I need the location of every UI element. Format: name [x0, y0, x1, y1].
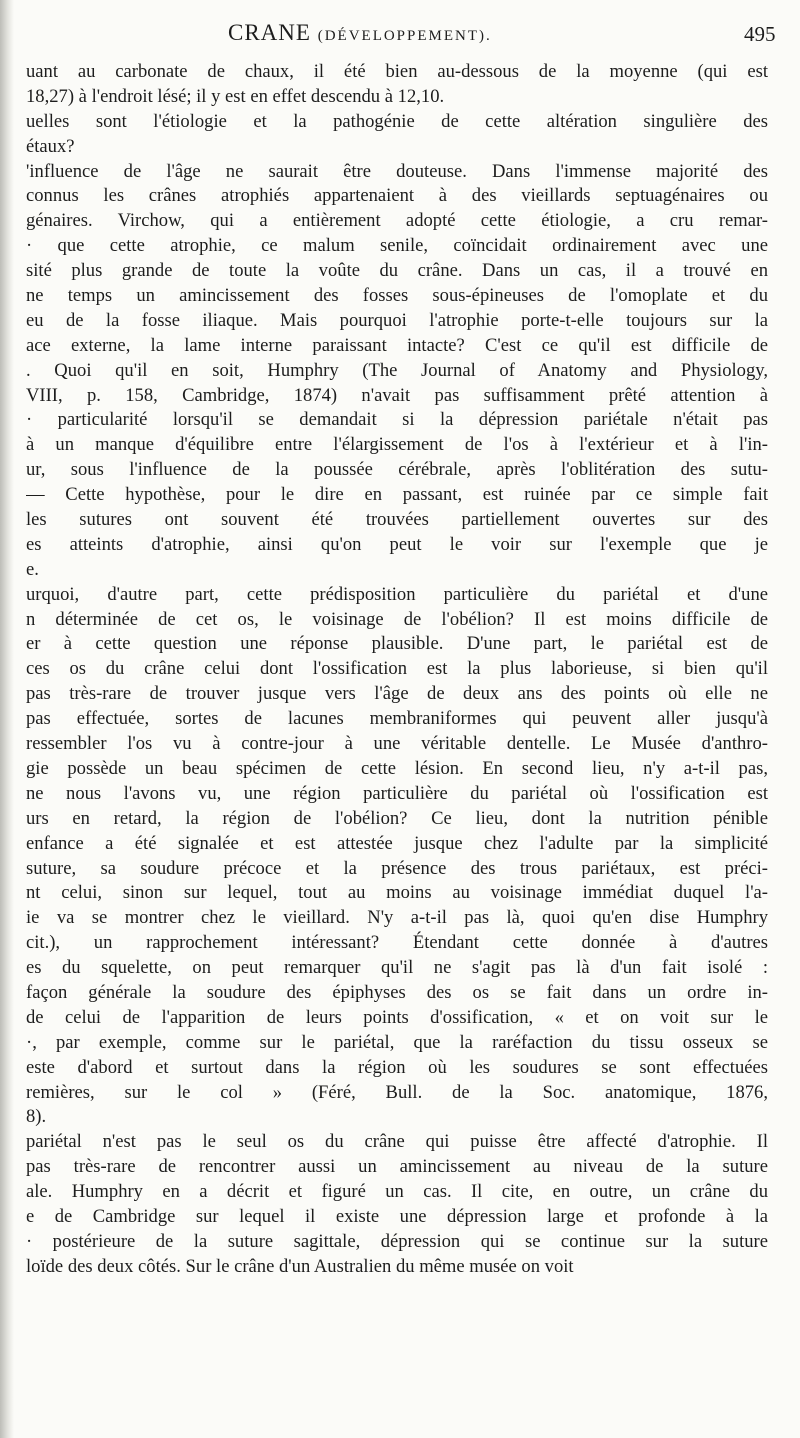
- text-line: urquoi, d'autre part, cette prédisposition particulière du pariétal et d'une: [26, 583, 768, 605]
- text-line: façon générale la soudure des épiphyses des os se fait dans un ordre in-: [26, 981, 768, 1003]
- text-line: étaux?: [26, 135, 75, 157]
- text-line: . Quoi qu'il en soit, Humphry (The Journal of Anatomy and Physiology,: [26, 359, 768, 381]
- text-line: ces os du crâne celui dont l'ossification est la plus laborieuse, si bien qu'il: [26, 658, 768, 680]
- text-line: loïde des deux côtés. Sur le crâne d'un Australien du même musée on voit: [26, 1255, 574, 1277]
- text-line: à un manque d'équilibre entre l'élargissement de l'os à l'extérieur et à l'in-: [26, 434, 768, 456]
- text-line: gie possède un beau spécimen de cette lésion. En second lieu, n'y a-t-il pas,: [26, 757, 768, 779]
- text-line: nt celui, sinon sur lequel, tout au moins au voisinage immédiat duquel l'a-: [26, 882, 768, 904]
- text-line: sité plus grande de toute la voûte du crâne. Dans un cas, il a trouvé en: [26, 260, 768, 282]
- text-line: ur, sous l'influence de la poussée cérébrale, après l'oblitération des sutu-: [26, 459, 768, 481]
- binding-edge: [0, 0, 14, 1438]
- text-line: pas très-rare de trouver jusque vers l'âge de deux ans des points où elle ne: [26, 683, 768, 705]
- running-title-subtitle: (DÉVELOPPEMENT).: [317, 28, 492, 44]
- text-line: pas très-rare de rencontrer aussi un amincissement au niveau de la suture: [26, 1156, 768, 1178]
- text-line: génaires. Virchow, qui a entièrement adopté cette étiologie, a cru remar-: [26, 210, 768, 232]
- text-line: remières, sur le col » (Féré, Bull. de la Soc. anatomique, 1876,: [26, 1081, 768, 1103]
- text-line: ne nous l'avons vu, une région particulière du pariétal où l'ossification est: [26, 782, 768, 804]
- text-line: es du squelette, on peut remarquer qu'il ne s'agit pas là d'un fait isolé :: [26, 957, 768, 979]
- text-line: ale. Humphry en a décrit et figuré un cas. Il cite, en outre, un crâne du: [26, 1181, 768, 1203]
- text-line: pas effectuée, sortes de lacunes membraniformes qui peuvent aller jusqu'à: [26, 708, 768, 730]
- text-line: este d'abord et surtout dans la région où les soudures se sont effectuées: [26, 1056, 768, 1078]
- text-line: uelles sont l'étiologie et la pathogénie de cette altération singulière des: [26, 110, 768, 132]
- text-line: ne temps un amincissement des fosses sous-épineuses de l'omoplate et du: [26, 285, 768, 307]
- page-header: [0, 14, 800, 54]
- text-line: · particularité lorsqu'il se demandait si la dépression pariétale n'était pas: [26, 409, 768, 431]
- text-line: de celui de l'apparition de leurs points d'ossification, « et on voit sur le: [26, 1006, 768, 1028]
- text-line: — Cette hypothèse, pour le dire en passant, est ruinée par ce simple fait: [26, 484, 768, 506]
- text-line: ie va se montrer chez le vieillard. N'y a-t-il pas là, quoi qu'en dise Humphry: [26, 907, 768, 929]
- text-line: ressembler l'os vu à contre-jour à une véritable dentelle. Le Musée d'anthro-: [26, 733, 768, 755]
- text-line: 'influence de l'âge ne saurait être douteuse. Dans l'immense majorité des: [26, 160, 768, 182]
- text-line: les sutures ont souvent été trouvées partiellement ouvertes sur des: [26, 509, 768, 531]
- text-line: er à cette question une réponse plausible. D'une part, le pariétal est de: [26, 633, 768, 655]
- text-line: uant au carbonate de chaux, il été bien au-dessous de la moyenne (qui est: [26, 61, 768, 82]
- page-number: 495: [744, 22, 776, 46]
- text-line: · postérieure de la suture sagittale, dépression qui se continue sur la suture: [26, 1230, 768, 1252]
- text-line: urs en retard, la région de l'obélion? Ce lieu, dont la nutrition pénible: [26, 807, 768, 829]
- text-line: ·, par exemple, comme sur le pariétal, que la raréfaction du tissu osseux se: [26, 1031, 768, 1053]
- text-line: cit.), un rapprochement intéressant? Étendant cette donnée à d'autres: [26, 932, 768, 954]
- body-text: [26, 60, 768, 1280]
- text-line: · que cette atrophie, ce malum senile, coïncidait ordinairement avec une: [26, 235, 768, 257]
- text-line: e de Cambridge sur lequel il existe une dépression large et profonde à la: [26, 1205, 768, 1227]
- text-line: eu de la fosse iliaque. Mais pourquoi l'atrophie porte-t-elle toujours sur la: [26, 309, 768, 331]
- text-line: n déterminée de cet os, le voisinage de l'obélion? Il est moins difficile de: [26, 608, 768, 630]
- running-title: [228, 20, 492, 46]
- text-line: e.: [26, 558, 39, 580]
- running-title-main: CRANE: [228, 20, 311, 45]
- text-line: VIII, p. 158, Cambridge, 1874) n'avait pas suffisamment prêté attention à: [26, 384, 768, 406]
- text-line: enfance a été signalée et est attestée jusque chez l'adulte par la simplicité: [26, 832, 768, 854]
- text-line: es atteints d'atrophie, ainsi qu'on peut le voir sur l'exemple que je: [26, 533, 768, 555]
- text-line: ace externe, la lame interne paraissant intacte? C'est ce qu'il est difficile de: [26, 334, 768, 356]
- text-line: pariétal n'est pas le seul os du crâne qui puisse être affecté d'atrophie. Il: [26, 1131, 768, 1153]
- text-line: 8).: [26, 1106, 47, 1128]
- text-line: connus les crânes atrophiés appartenaient à des vieillards septuagénaires ou: [26, 185, 768, 207]
- text-line: 18,27) à l'endroit lésé; il y est en effet descendu à 12,10.: [26, 85, 445, 107]
- text-line: suture, sa soudure précoce et la présence des trous pariétaux, est préci-: [26, 857, 768, 879]
